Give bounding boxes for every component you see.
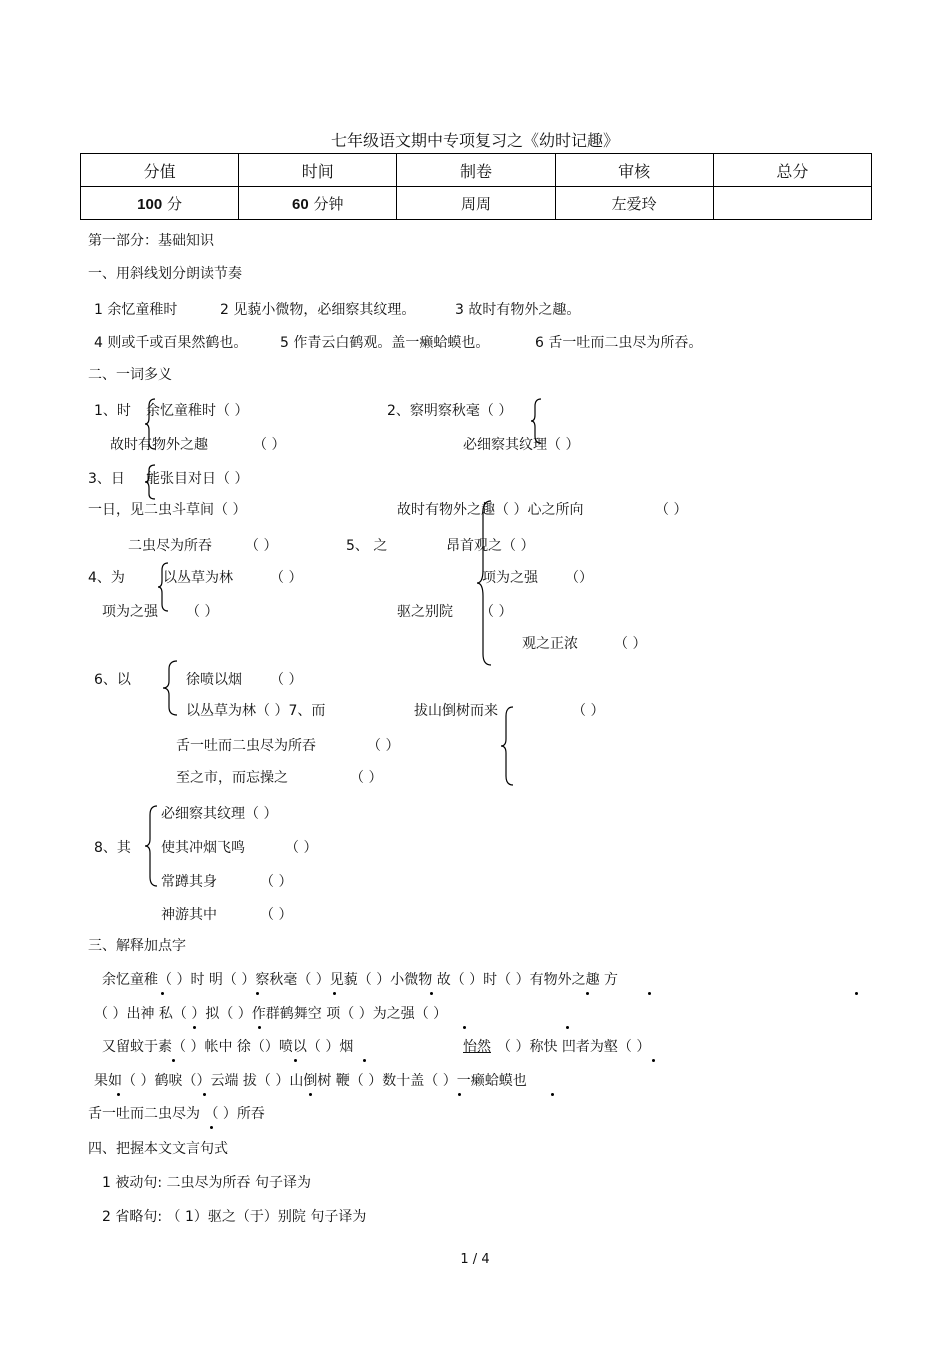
table-value-row xyxy=(81,187,872,220)
answer-blank: （ ） xyxy=(367,738,400,754)
exercise-line: （ ）称快 凹者为壑（ ） xyxy=(497,1039,651,1055)
score-table xyxy=(80,153,872,220)
table-header-cell: 总分 xyxy=(713,154,871,187)
score-unit: 分 xyxy=(166,194,182,213)
section-heading: 三、解释加点字 xyxy=(88,938,186,954)
word-label: 8、其 xyxy=(94,840,131,856)
sentence-line: 余忆童稚时（ ） xyxy=(146,403,249,419)
emphasis-dot xyxy=(161,992,164,995)
emphasis-dot xyxy=(363,1059,366,1062)
emphasis-dot xyxy=(117,1093,120,1096)
answer-blank: （ ） xyxy=(270,570,303,586)
emphasis-dot xyxy=(430,992,433,995)
table-cell: 左爱玲 xyxy=(555,187,713,220)
brace-icon xyxy=(144,398,158,450)
table-header-row xyxy=(81,154,872,187)
sentence-line: 至之市，而忘操之 xyxy=(176,770,288,786)
word-label: 3、日 xyxy=(88,471,125,487)
table-cell xyxy=(713,187,871,220)
emphasis-dot xyxy=(256,992,259,995)
emphasis-dot xyxy=(458,1093,461,1096)
word-label: 1、时 xyxy=(94,403,131,419)
emphasis-dot xyxy=(294,1059,297,1062)
emphasis-dot xyxy=(463,1026,466,1029)
table-header-cell: 制卷 xyxy=(397,154,555,187)
sentence-line: 昂首观之（ ） xyxy=(446,538,535,554)
table-cell xyxy=(81,187,239,220)
table-header-cell: 分值 xyxy=(81,154,239,187)
table-header-cell: 审核 xyxy=(555,154,713,187)
emphasis-dot xyxy=(566,1026,569,1029)
question-item: 5 作青云白鹤观。盖一癞蛤蟆也。 xyxy=(280,335,490,351)
answer-blank: （ ） xyxy=(285,840,318,856)
answer-blank: （ ） xyxy=(186,604,219,620)
sentence-line: 必细察其纹理（ ） xyxy=(161,806,278,822)
question-item: 1 余忆童稚时 xyxy=(94,302,178,318)
section-heading: 一、用斜线划分朗读节奏 xyxy=(88,266,242,282)
brace-icon xyxy=(500,706,516,786)
answer-blank: （ ） xyxy=(655,502,688,518)
answer-blank: （ ） xyxy=(572,703,605,719)
score-number: 100 xyxy=(137,195,163,213)
sentence-line: 以丛草为林 xyxy=(163,570,233,586)
word-label: 6、以 xyxy=(94,672,131,688)
page-number: 1 / 4 xyxy=(460,1252,490,1267)
table-header-cell: 时间 xyxy=(239,154,397,187)
sentence-line: 2、察明察秋毫（ ） xyxy=(387,403,513,419)
time-number: 60 xyxy=(292,195,309,213)
sentence-line: 使其冲烟飞鸣 xyxy=(161,840,245,856)
brace-icon xyxy=(157,562,171,612)
section-heading: 二、一词多义 xyxy=(88,367,172,383)
sentence-line: 以丛草为林（ ）7、而 xyxy=(186,703,326,719)
exercise-line: 舌一吐而二虫尽为 （ ）所吞 xyxy=(88,1106,265,1122)
page-title: 七年级语文期中专项复习之《幼时记趣》 xyxy=(330,131,619,150)
question-item: 2 见藐小微物，必细察其纹理。 xyxy=(220,302,416,318)
sentence-line: 必细察其纹理（ ） xyxy=(463,437,580,453)
sentence-line: 常蹲其身 xyxy=(161,874,217,890)
sentence-line: 徐喷以烟 xyxy=(186,672,242,688)
answer-blank: （ ） xyxy=(270,672,303,688)
emphasis-dot xyxy=(586,992,589,995)
part-heading: 第一部分：基础知识 xyxy=(88,233,214,249)
emphasis-dot xyxy=(258,1026,261,1029)
brace-icon xyxy=(162,660,180,716)
sentence-line: 能张目对日（ ） xyxy=(146,471,249,487)
answer-blank: （ ） xyxy=(253,437,286,453)
emphasis-dot xyxy=(648,992,651,995)
emphasis-dot xyxy=(652,1059,655,1062)
emphasis-dot xyxy=(855,992,858,995)
brace-icon xyxy=(144,805,160,887)
emphasis-dot xyxy=(333,992,336,995)
sentence-line: 项为之强 xyxy=(482,570,538,586)
sentence-line: 故时有物外之趣（ ）心之所向 xyxy=(397,502,584,518)
sentence-line: 舌一吐而二虫尽为所吞 xyxy=(176,738,316,754)
exercise-line: 2 省略句: （ 1）驱之（于）别院 句子译为 xyxy=(102,1209,367,1225)
table-cell xyxy=(239,187,397,220)
section-heading: 四、把握本文文言句式 xyxy=(88,1141,228,1157)
word-label: 5、 之 xyxy=(346,538,388,554)
exercise-line: 1 被动句: 二虫尽为所吞 句子译为 xyxy=(102,1175,311,1191)
sentence-line: 二虫尽为所吞 xyxy=(128,538,212,554)
answer-blank: （ ） xyxy=(260,874,293,890)
underlined-word: 怡然 xyxy=(463,1039,491,1055)
emphasis-dot xyxy=(172,1059,175,1062)
answer-blank: （ ） xyxy=(614,636,647,652)
answer-blank: （ ） xyxy=(350,770,383,786)
answer-blank: （ ） xyxy=(480,604,513,620)
question-item: 6 舌一吐而二虫尽为所吞。 xyxy=(535,335,703,351)
answer-blank: （） xyxy=(565,570,593,586)
exercise-line: （ ）出神 私（ ）拟（ ）作群鹤舞空 项（ ）为之强（ ） xyxy=(94,1006,448,1022)
table-cell: 周周 xyxy=(397,187,555,220)
sentence-line: 神游其中 xyxy=(161,907,217,923)
sentence-line: 驱之别院 xyxy=(397,604,453,620)
emphasis-dot xyxy=(551,1093,554,1096)
emphasis-dot xyxy=(309,1093,312,1096)
question-item: 3 故时有物外之趣。 xyxy=(455,302,581,318)
emphasis-dot xyxy=(193,1026,196,1029)
sentence-line: 观之正浓 xyxy=(522,636,578,652)
sentence-line: 一日，见二虫斗草间（ ） xyxy=(88,502,247,518)
sentence-line: 项为之强 xyxy=(102,604,158,620)
word-label: 4、为 xyxy=(88,570,125,586)
exercise-line: 余忆童稚（ ）时 明（ ）察秋毫（ ）见藐（ ）小微物 故（ ）时（ ）有物外之趣 方 xyxy=(102,972,619,988)
time-unit: 分钟 xyxy=(313,194,344,213)
brace-icon xyxy=(530,398,544,444)
answer-blank: （ ） xyxy=(245,538,278,554)
brace-icon xyxy=(476,500,494,666)
exercise-line: 又留蚊于素（ ）帐中 徐（）喷以（ ）烟 xyxy=(102,1039,354,1055)
emphasis-dot xyxy=(203,1093,206,1096)
question-item: 4 则或千或百果然鹤也。 xyxy=(94,335,248,351)
emphasis-dot xyxy=(210,1126,213,1129)
answer-blank: （ ） xyxy=(260,907,293,923)
exercise-line: 果如（ ）鹤唳（）云端 拔（ ）山倒树 鞭（ ）数十盖（ ）一癞蛤蟆也 xyxy=(94,1073,527,1089)
brace-icon xyxy=(144,464,158,500)
sentence-line: 拔山倒树而来 xyxy=(414,703,498,719)
sentence-line: 故时有物外之趣 xyxy=(110,437,208,453)
